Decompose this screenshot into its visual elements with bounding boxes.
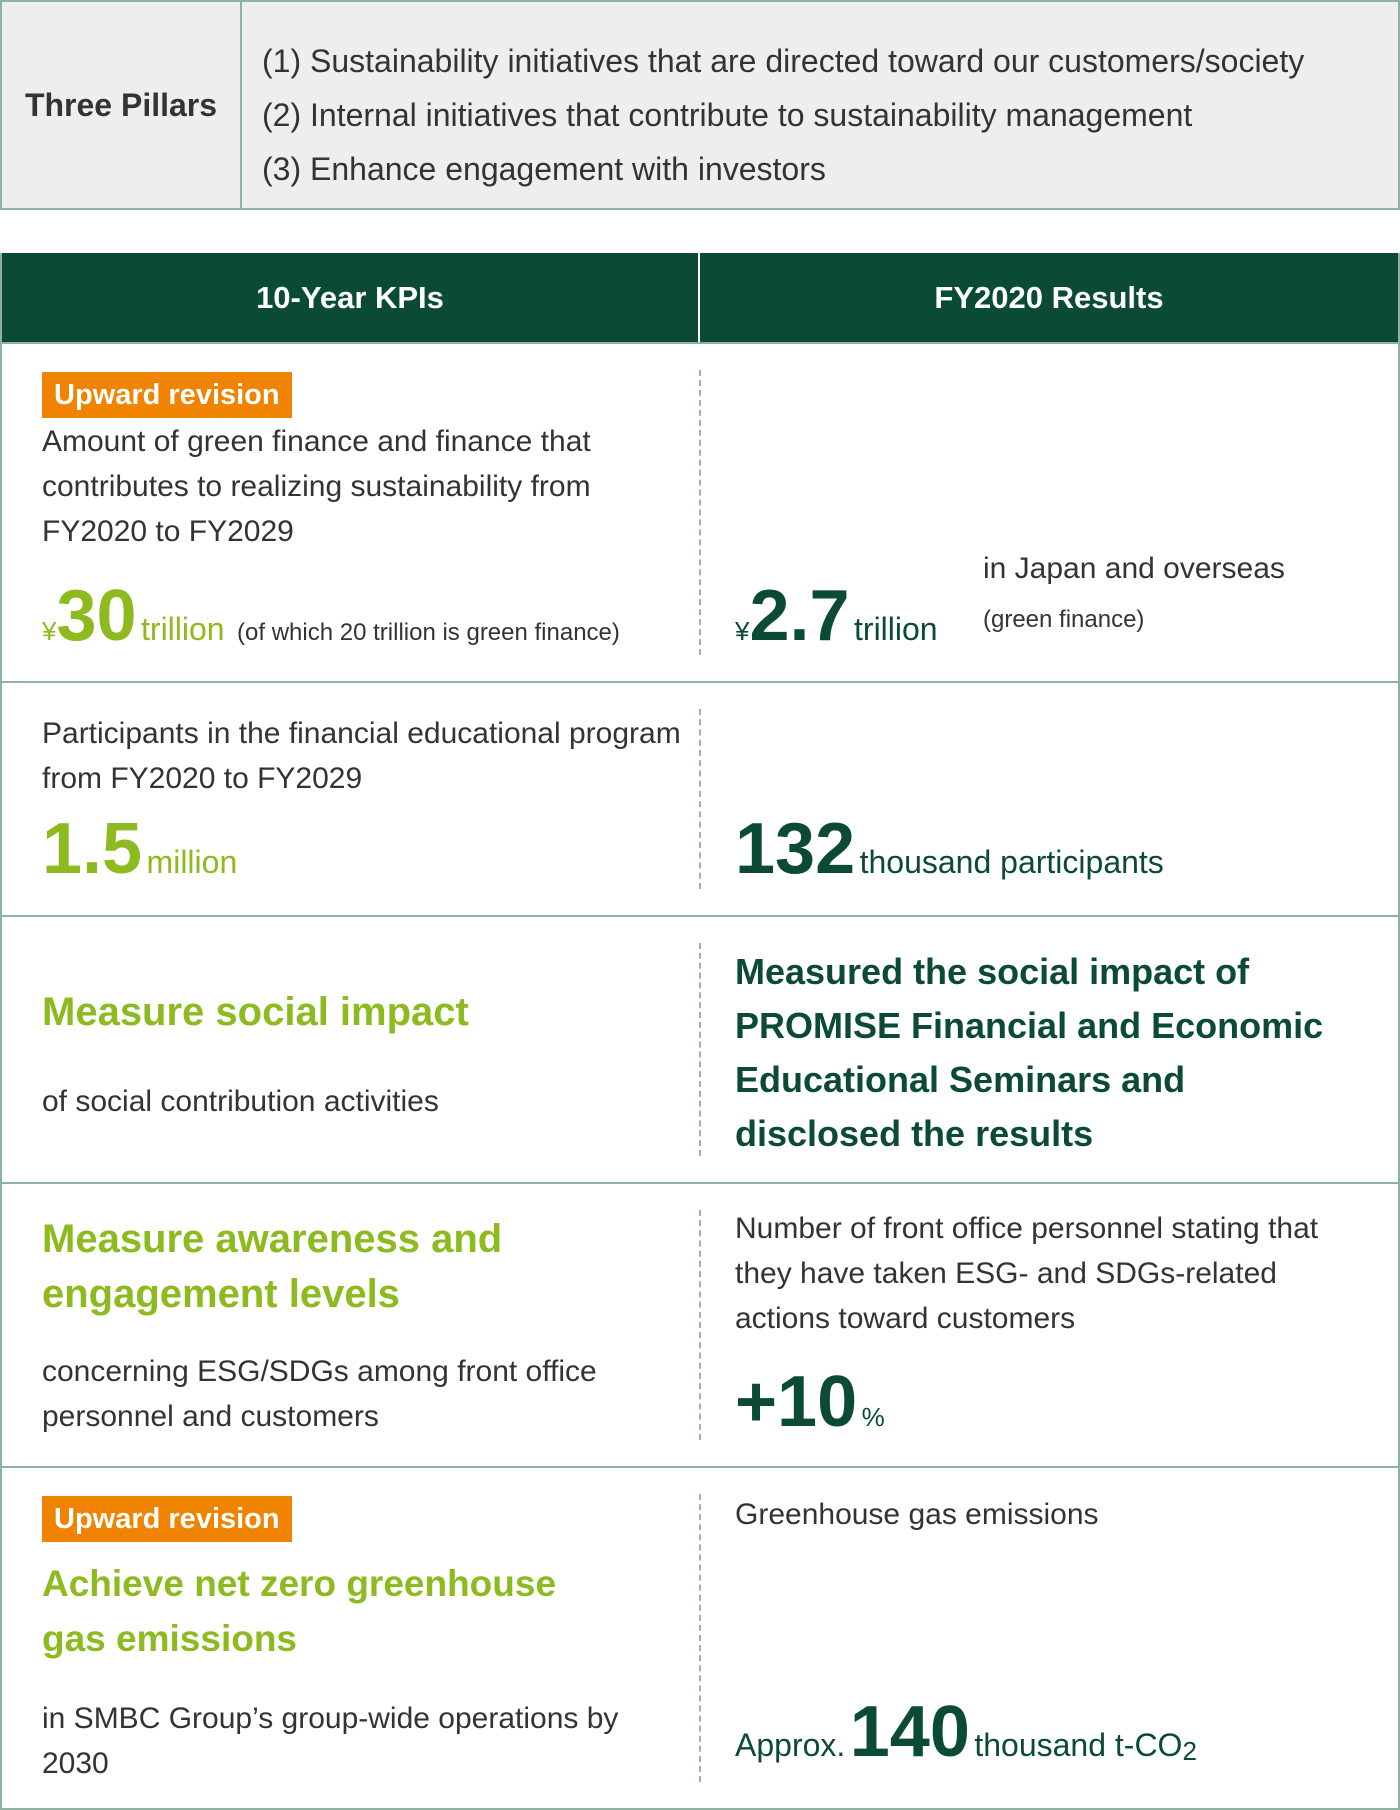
result-cell <box>700 683 1398 915</box>
result-prefix: Approx. <box>735 1727 846 1763</box>
yen-symbol: ¥ <box>735 616 750 646</box>
header-10-year-kpis: 10-Year KPIs <box>2 253 700 342</box>
result-description: Number of front office personnel stating that they have taken ESG- and SDGs-related actions toward customers <box>735 1212 1319 1335</box>
kpi-figure <box>42 576 620 656</box>
kpi-row-awareness <box>2 1182 1398 1466</box>
kpi-unit: trillion <box>141 611 225 647</box>
kpi-cell <box>2 683 700 915</box>
kpi-description: of social contribution activities <box>42 1085 439 1118</box>
kpi-figure <box>42 809 238 889</box>
pillar-item-3: (3) Enhance engagement with investors <box>262 151 826 187</box>
result-unit-subscript: 2 <box>1182 1736 1197 1767</box>
pillars-list <box>242 2 1304 208</box>
result-note-green-finance: (green finance) <box>983 606 1145 633</box>
kpi-unit: million <box>146 844 238 880</box>
upward-revision-badge: Upward revision <box>42 372 292 418</box>
result-cell <box>700 917 1398 1182</box>
kpi-cell <box>2 344 700 681</box>
kpi-heading: Achieve net zero greenhouse gas emissions <box>42 1563 557 1659</box>
pillar-item-1: (1) Sustainability initiatives that are directed toward our customers/society <box>262 43 1305 79</box>
kpi-description: in SMBC Group’s group-wide operations by 2030 <box>42 1702 619 1780</box>
result-cell <box>700 1468 1398 1808</box>
kpi-table <box>0 253 1400 1810</box>
result-value: 132 <box>735 809 856 889</box>
kpi-heading: Measure social impact <box>42 990 469 1034</box>
result-cell <box>700 1184 1398 1466</box>
result-value: 140 <box>849 1692 970 1772</box>
result-note-region: in Japan and overseas <box>983 552 1285 585</box>
kpi-heading: Measure awareness and engagement levels <box>42 1217 503 1316</box>
result-figure <box>735 809 1164 889</box>
kpi-row-social-impact <box>2 915 1398 1182</box>
kpi-cell <box>2 917 700 1182</box>
pillar-item-2: (2) Internal initiatives that contribute to sustainability management <box>262 97 1193 133</box>
header-fy2020-results: FY2020 Results <box>934 279 1164 315</box>
pillars-label: Three Pillars <box>2 2 242 208</box>
result-unit: trillion <box>854 611 938 647</box>
upward-revision-badge: Upward revision <box>42 1496 292 1542</box>
result-value: +10 <box>735 1362 858 1442</box>
three-pillars-box <box>0 0 1400 210</box>
kpi-value: 1.5 <box>42 809 143 889</box>
result-unit: thousand t-CO <box>974 1727 1183 1763</box>
result-figure <box>735 576 938 656</box>
result-value: 2.7 <box>749 576 850 656</box>
yen-symbol: ¥ <box>42 616 57 646</box>
result-figure <box>735 1692 1197 1772</box>
result-statement: Measured the social impact of PROMISE Financial and Economic Educational Seminars and disclosed the results <box>735 951 1324 1154</box>
kpi-cell <box>2 1184 700 1466</box>
kpi-table-header <box>2 253 1398 342</box>
result-description: Greenhouse gas emissions <box>735 1498 1099 1531</box>
kpi-description: Participants in the financial educational program from FY2020 to FY2029 <box>42 717 681 795</box>
kpi-row-green-finance <box>2 342 1398 681</box>
kpi-row-financial-education <box>2 681 1398 915</box>
kpi-note: (of which 20 trillion is green finance) <box>237 619 620 646</box>
result-figure <box>735 1362 885 1442</box>
kpi-description: concerning ESG/SDGs among front office personnel and customers <box>42 1355 597 1433</box>
kpi-description: Amount of green finance and finance that contributes to realizing sustainability from FY2020 to FY2029 <box>42 425 591 548</box>
kpi-cell <box>2 1468 700 1808</box>
result-unit: thousand participants <box>859 844 1164 880</box>
kpi-row-net-zero <box>2 1466 1398 1808</box>
kpi-value: 30 <box>56 576 137 656</box>
result-cell <box>700 344 1398 681</box>
result-unit: % <box>861 1402 885 1432</box>
